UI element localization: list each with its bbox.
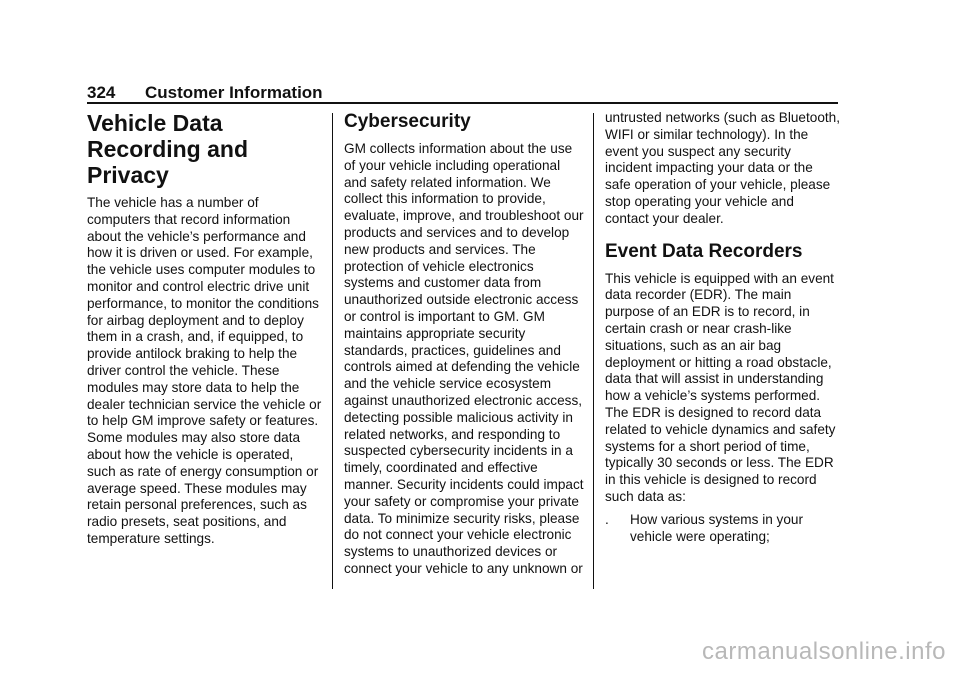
event-data-recorders-body: This vehicle is equipped with an event data recorder (EDR). The main purpose of an EDR is to record, in certain crash or near crash-like situations, such as an air bag deployment or hitting a road obstacle, data that will assist in understanding how a vehicle’s systems performed. The EDR is designed to record data related to vehicle dynamics and safety systems for a short period of time, typically 30 seconds or less. The EDR in this vehicle is designed to record such data as: bbox=[605, 270, 836, 504]
list-item bbox=[605, 512, 840, 546]
cybersecurity-heading: Cybersecurity bbox=[344, 111, 471, 132]
column-3 bbox=[605, 110, 840, 545]
event-data-recorders-heading: Event Data Recorders bbox=[605, 240, 803, 262]
vehicle-data-body: The vehicle has a number of computers that record information about the vehicle’s performance and how it is driven or used. For example, the vehicle uses computer modules to monitor and control electric drive unit performance, to monitor the conditions for airbag deployment and to deploy them in a crash, and, if equipped, to provide antilock braking to help the driver control the vehicle. These modules may store data to help the dealer technician service the vehicle or to help GM improve safety or features. Some modules may also store data about how the vehicle is operated, such as rate of energy consumption or average speed. These modules may retain personal preferences, such as radio presets, seat positions, and temperature settings. bbox=[87, 195, 322, 546]
page-number: 324 bbox=[87, 83, 116, 102]
column-1 bbox=[87, 110, 322, 554]
vehicle-data-heading: Vehicle Data Recording and Privacy bbox=[87, 110, 249, 188]
header-rule bbox=[87, 102, 838, 104]
section-title: Customer Information bbox=[145, 83, 323, 102]
bullet-text: How various systems in your vehicle were operating; bbox=[630, 511, 803, 544]
column-divider-1 bbox=[332, 113, 333, 589]
watermark: carmanualsonline.info bbox=[702, 638, 946, 665]
column-divider-2 bbox=[593, 113, 594, 589]
cybersecurity-continuation: untrusted networks (such as Bluetooth, WIFI or similar technology). In the event you suspect any security incident impacting your data or the safe operation of your vehicle, please stop operating your vehicle and contact your dealer. bbox=[605, 110, 840, 226]
cybersecurity-body: GM collects information about the use of your vehicle including operational and safety related information. We collect this information to provide, evaluate, improve, and troubleshoot our products and services and to develop new products and services. The protection of vehicle electronics systems and customer data from unauthorized outside electronic access or control is important to GM. GM maintains appropriate security standards, practices, guidelines and controls aimed at defending the vehicle and the vehicle service ecosystem against unauthorized electronic access, detecting possible malicious activity in related networks, and responding to suspected cybersecurity incidents in a timely, coordinated and effective manner. Security incidents could impact your safety or compromise your private data. To minimize security risks, please do not connect your vehicle electronic systems to unauthorized devices or connect your vehicle to any unknown or bbox=[344, 141, 584, 576]
column-2 bbox=[344, 110, 584, 584]
bullet-mark: . bbox=[605, 511, 609, 527]
